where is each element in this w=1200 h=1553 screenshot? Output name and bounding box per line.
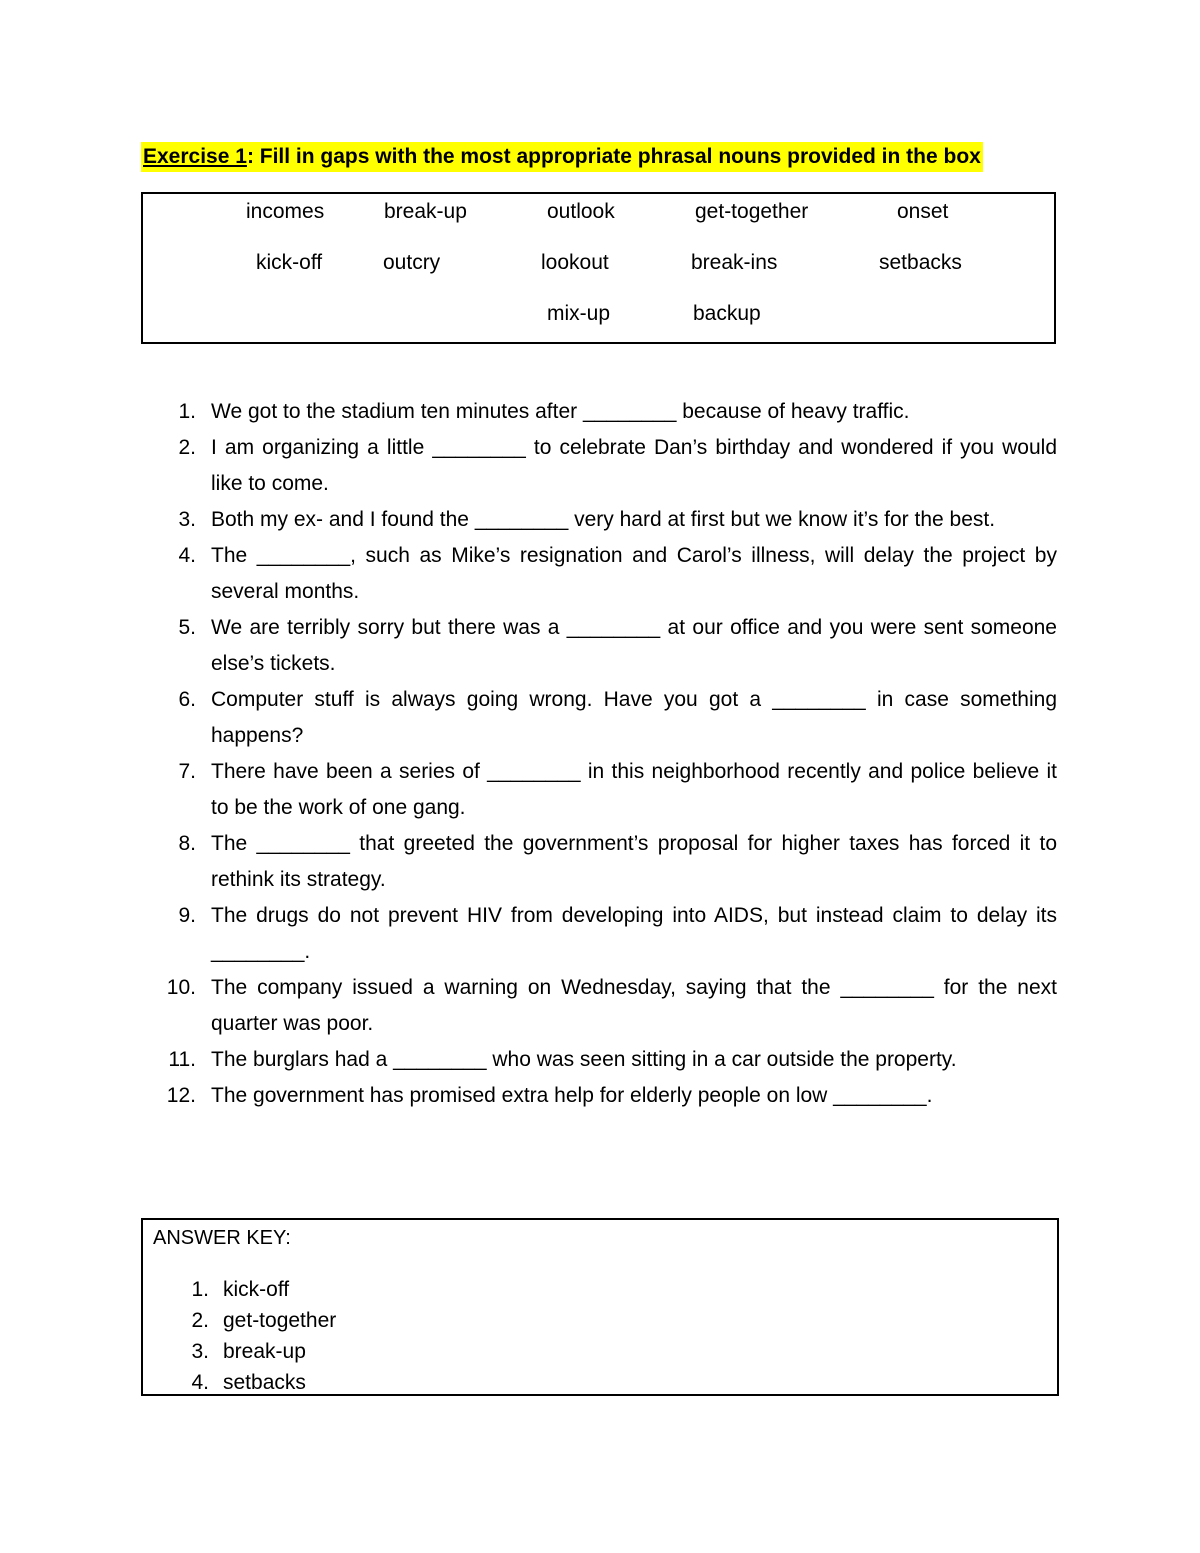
question-number: 2. [178,436,196,459]
question-item [0,1042,1057,1078]
question-item [0,682,1057,754]
word-box-item: setbacks [879,251,962,274]
exercise-title [141,142,983,172]
question-number: 4. [178,544,196,567]
question-item [0,754,1057,826]
answer-text: break-up [223,1340,306,1363]
question-text: Both my ex- and I found the ________ very hard at first but we know it’s for the best. [211,508,996,531]
question-text: The government has promised extra help for elderly people on low ________. [211,1084,933,1107]
answer-item [143,1367,336,1398]
word-box-item: break-up [384,200,467,223]
question-text: The ________ that greeted the government’s proposal for higher taxes has forced it to rethink its strategy. [211,832,1057,891]
word-box-item: backup [693,302,761,325]
question-item [0,394,1057,430]
word-box-item: kick-off [256,251,323,274]
exercise-label: Exercise 1 [143,145,247,168]
question-text: The burglars had a ________ who was seen sitting in a car outside the property. [211,1048,957,1071]
word-box-item: break-ins [691,251,778,274]
answer-text: get-together [223,1309,337,1332]
question-item [0,1078,1057,1114]
question-text: Computer stuff is always going wrong. Have you got a ________ in case something happens? [211,688,1057,747]
question-number: 5. [178,616,196,639]
word-box-item: lookout [541,251,609,274]
answer-text: kick-off [223,1278,290,1301]
question-number: 7. [178,760,196,783]
question-item [0,430,1057,502]
question-text: The drugs do not prevent HIV from developing into AIDS, but instead claim to delay its ________. [211,904,1057,963]
exercise-instruction: : Fill in gaps with the most appropriate phrasal nouns provided in the box [246,145,981,168]
question-text: The company issued a warning on Wednesday, saying that the ________ for the next quarter was poor. [211,976,1057,1035]
answer-number: 3. [191,1340,209,1363]
answer-number: 1. [191,1278,209,1301]
question-number: 12. [166,1084,196,1107]
question-text: The ________, such as Mike’s resignation and Carol’s illness, will delay the project by several months. [211,544,1057,603]
question-item [0,898,1057,970]
question-list [0,394,1057,1114]
answer-item [143,1274,336,1305]
question-text: There have been a series of ________ in this neighborhood recently and police believe it to be the work of one gang. [211,760,1057,819]
answer-key-title: ANSWER KEY: [153,1227,291,1249]
question-number: 8. [178,832,196,855]
question-item [0,538,1057,610]
question-number: 9. [178,904,196,927]
question-number: 11. [168,1048,196,1071]
question-text: We got to the stadium ten minutes after ________ because of heavy traffic. [211,400,910,423]
question-number: 3. [178,508,196,531]
question-number: 10. [166,976,196,999]
answer-number: 4. [191,1371,209,1394]
word-box-item: outcry [383,251,441,274]
question-text: We are terribly sorry but there was a ________ at our office and you were sent someone else’s tickets. [211,616,1057,675]
answer-number: 2. [191,1309,209,1332]
question-number: 1. [178,400,196,423]
word-box-item: get-together [695,200,809,223]
question-item [0,502,1057,538]
answer-key-box [141,1218,1059,1396]
question-item [0,826,1057,898]
question-item [0,610,1057,682]
answer-list [143,1274,336,1398]
word-box [141,192,1056,344]
word-box-item: incomes [246,200,325,223]
answer-item [143,1305,336,1336]
question-item [0,970,1057,1042]
question-text: I am organizing a little ________ to celebrate Dan’s birthday and wondered if you would like to come. [211,436,1057,495]
answer-item [143,1336,336,1367]
answer-text: setbacks [223,1371,306,1394]
word-box-item: outlook [547,200,615,223]
word-box-item: mix-up [547,302,611,325]
word-box-item: onset [897,200,949,223]
question-number: 6. [178,688,196,711]
